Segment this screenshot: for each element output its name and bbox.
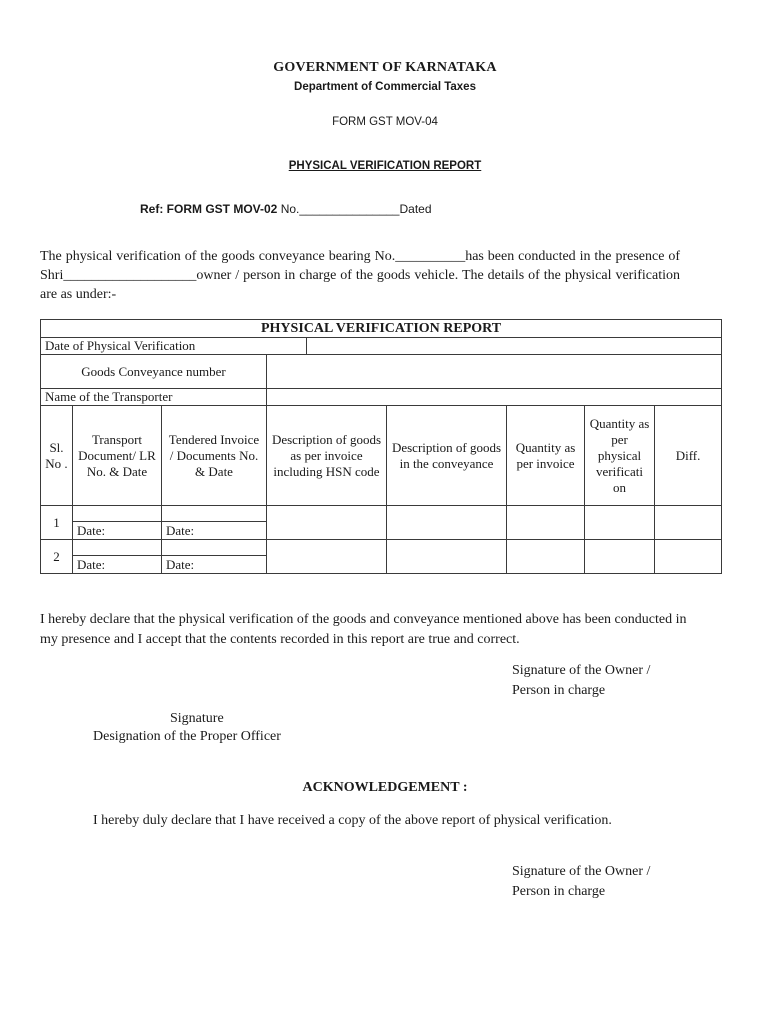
row-2-description-invoice[interactable] <box>267 540 387 574</box>
declaration-paragraph: I hereby declare that the physical verification of the goods and conveyance mentioned above has been conducted in my presence and I accept that the contents recorded in this report are true and correct. <box>40 612 687 647</box>
goods-conveyance-number-field[interactable] <box>267 355 722 389</box>
transporter-name-field[interactable] <box>267 389 722 406</box>
row-1-invoice-date[interactable]: Date: <box>162 522 267 540</box>
row-2-diff[interactable] <box>655 540 722 574</box>
col-header-description-conveyance: Description of goods in the conveyance <box>387 406 507 506</box>
intro-paragraph: The physical verification of the goods conveyance bearing No.__________has been conducted in the presence of Shri___________________owner / person in charge of the goods vehicle. The details of the physical verification are as under:- <box>40 249 680 302</box>
row-1-sl: 1 <box>41 506 73 540</box>
row-1-quantity-invoice[interactable] <box>507 506 585 540</box>
col-header-diff: Diff. <box>655 406 722 506</box>
row-1-description-conveyance[interactable] <box>387 506 507 540</box>
row-2-transport-date[interactable]: Date: <box>73 556 162 574</box>
col-header-description-invoice: Description of goods as per invoice including HSN code <box>267 406 387 506</box>
owner-signature-line-1: Signature of the Owner / <box>512 663 651 678</box>
row-1-invoice-doc[interactable] <box>162 506 267 522</box>
row-2-invoice-date[interactable]: Date: <box>162 556 267 574</box>
col-header-quantity-physical: Quantity as per physical verificati on <box>585 406 655 506</box>
goods-conveyance-number-label: Goods Conveyance number <box>41 355 267 389</box>
date-of-verification-field[interactable] <box>307 338 722 355</box>
row-2-quantity-invoice[interactable] <box>507 540 585 574</box>
ack-owner-signature-line-2: Person in charge <box>512 884 606 899</box>
date-of-verification-label: Date of Physical Verification <box>41 338 307 355</box>
ack-owner-signature-line-1: Signature of the Owner / <box>512 864 651 879</box>
row-1-description-invoice[interactable] <box>267 506 387 540</box>
acknowledgement-text: I hereby duly declare that I have received a copy of the above report of physical verification. <box>93 813 612 828</box>
form-number: FORM GST MOV-04 <box>332 116 438 128</box>
officer-designation-label: Designation of the Proper Officer <box>93 729 281 744</box>
row-2-quantity-physical[interactable] <box>585 540 655 574</box>
row-1-transport-doc[interactable] <box>73 506 162 522</box>
owner-signature-block <box>512 661 650 701</box>
col-header-sl-no: Sl. No . <box>41 406 73 506</box>
government-title: GOVERNMENT OF KARNATAKA <box>273 60 497 75</box>
col-header-tendered-invoice: Tendered Invoice / Documents No. & Date <box>162 406 267 506</box>
reference-dated-label: Dated <box>399 202 432 216</box>
row-2-sl: 2 <box>41 540 73 574</box>
row-1-diff[interactable] <box>655 506 722 540</box>
acknowledgement-owner-signature-block <box>512 862 650 902</box>
department-name: Department of Commercial Taxes <box>294 81 476 93</box>
row-2-description-conveyance[interactable] <box>387 540 507 574</box>
row-2-transport-doc[interactable] <box>73 540 162 556</box>
row-2-invoice-doc[interactable] <box>162 540 267 556</box>
transporter-name-label: Name of the Transporter <box>41 389 267 406</box>
reference-line <box>140 202 432 216</box>
col-header-transport-document: Transport Document/ LR No. & Date <box>73 406 162 506</box>
verification-table <box>40 319 722 574</box>
table-title: PHYSICAL VERIFICATION REPORT <box>41 320 722 338</box>
row-1-quantity-physical[interactable] <box>585 506 655 540</box>
reference-no-label: No. <box>280 202 300 216</box>
reference-prefix: Ref: FORM GST MOV-02 <box>140 202 278 216</box>
row-1-transport-date[interactable]: Date: <box>73 522 162 540</box>
owner-signature-line-2: Person in charge <box>512 683 606 698</box>
report-title: PHYSICAL VERIFICATION REPORT <box>288 160 482 172</box>
reference-no-blank[interactable]: _______________ <box>299 202 400 216</box>
officer-signature-label: Signature <box>170 711 224 726</box>
acknowledgement-title: ACKNOWLEDGEMENT : <box>302 780 468 795</box>
col-header-quantity-invoice: Quantity as per invoice <box>507 406 585 506</box>
